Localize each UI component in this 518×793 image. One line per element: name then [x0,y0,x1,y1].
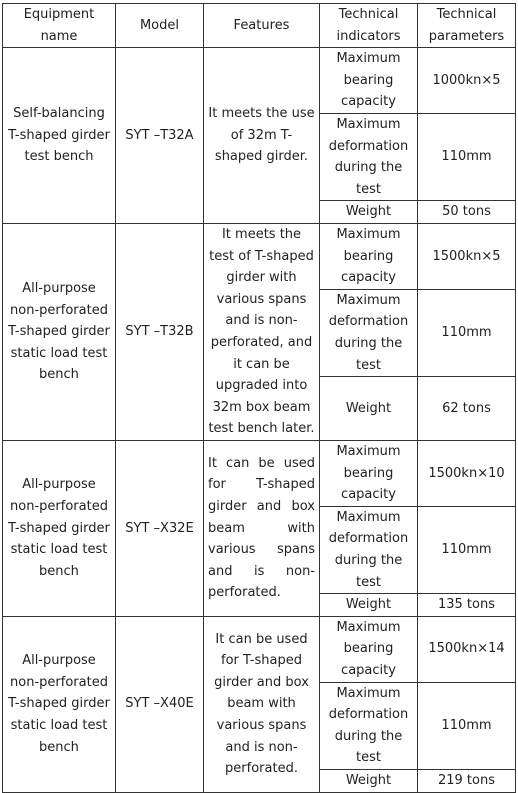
indicator-cell: Maximum deformation during the test [320,289,418,376]
parameter-cell: 110mm [418,682,516,769]
model-cell: SYT –T32B [116,223,204,440]
features-cell: It meets the use of 32m T-shaped girder. [204,48,320,224]
indicator-cell: Maximum bearing capacity [320,48,418,114]
model-cell: SYT –X40E [116,616,204,792]
parameter-cell: 110mm [418,289,516,376]
parameter-cell: 1500kn×10 [418,441,516,507]
parameter-cell: 50 tons [418,201,516,224]
indicator-cell: Weight [320,594,418,617]
header-equipment-name: Equipment name [3,4,116,48]
features-cell: It meets the test of T-shaped girder with various spans and is non-perforated, and it can be upgraded into 32m box beam test bench later. [204,223,320,440]
equipment-name-cell: All-purpose non-perforated T-shaped girder static load test bench [3,441,116,617]
equipment-spec-table [2,3,516,793]
indicator-cell: Weight [320,770,418,793]
indicator-cell: Weight [320,377,418,441]
model-cell: SYT –T32A [116,48,204,224]
indicator-cell: Maximum bearing capacity [320,616,418,682]
parameter-cell: 1500kn×5 [418,223,516,289]
parameter-cell: 1000kn×5 [418,48,516,114]
table-row [3,48,516,114]
header-technical-parameters: Technical parameters [418,4,516,48]
table-row [3,441,516,507]
indicator-cell: Maximum deformation during the test [320,682,418,769]
table-row [3,616,516,682]
equipment-name-cell: Self-balancing T-shaped girder test bench [3,48,116,224]
parameter-cell: 219 tons [418,770,516,793]
indicator-cell: Maximum deformation during the test [320,113,418,200]
model-cell: SYT –X32E [116,441,204,617]
header-features: Features [204,4,320,48]
features-cell: It can be used for T-shaped girder and box beam with various spans and is non-perforated. [204,616,320,792]
features-cell [204,441,320,617]
parameter-cell: 135 tons [418,594,516,617]
parameter-cell: 62 tons [418,377,516,441]
features-text: It can be used for T-shaped girder and box beam with various spans and is non-perforated. [208,455,315,601]
indicator-cell: Maximum bearing capacity [320,441,418,507]
header-technical-indicators: Technical indicators [320,4,418,48]
indicator-cell: Weight [320,201,418,224]
equipment-name-cell: All-purpose non-perforated T-shaped girder static load test bench [3,616,116,792]
equipment-name-cell: All-purpose non-perforated T-shaped girder static load test bench [3,223,116,440]
parameter-cell: 110mm [418,506,516,593]
parameter-cell: 110mm [418,113,516,200]
parameter-cell: 1500kn×14 [418,616,516,682]
header-row [3,4,516,48]
indicator-cell: Maximum deformation during the test [320,506,418,593]
indicator-cell: Maximum bearing capacity [320,223,418,289]
table-row [3,223,516,289]
header-model: Model [116,4,204,48]
